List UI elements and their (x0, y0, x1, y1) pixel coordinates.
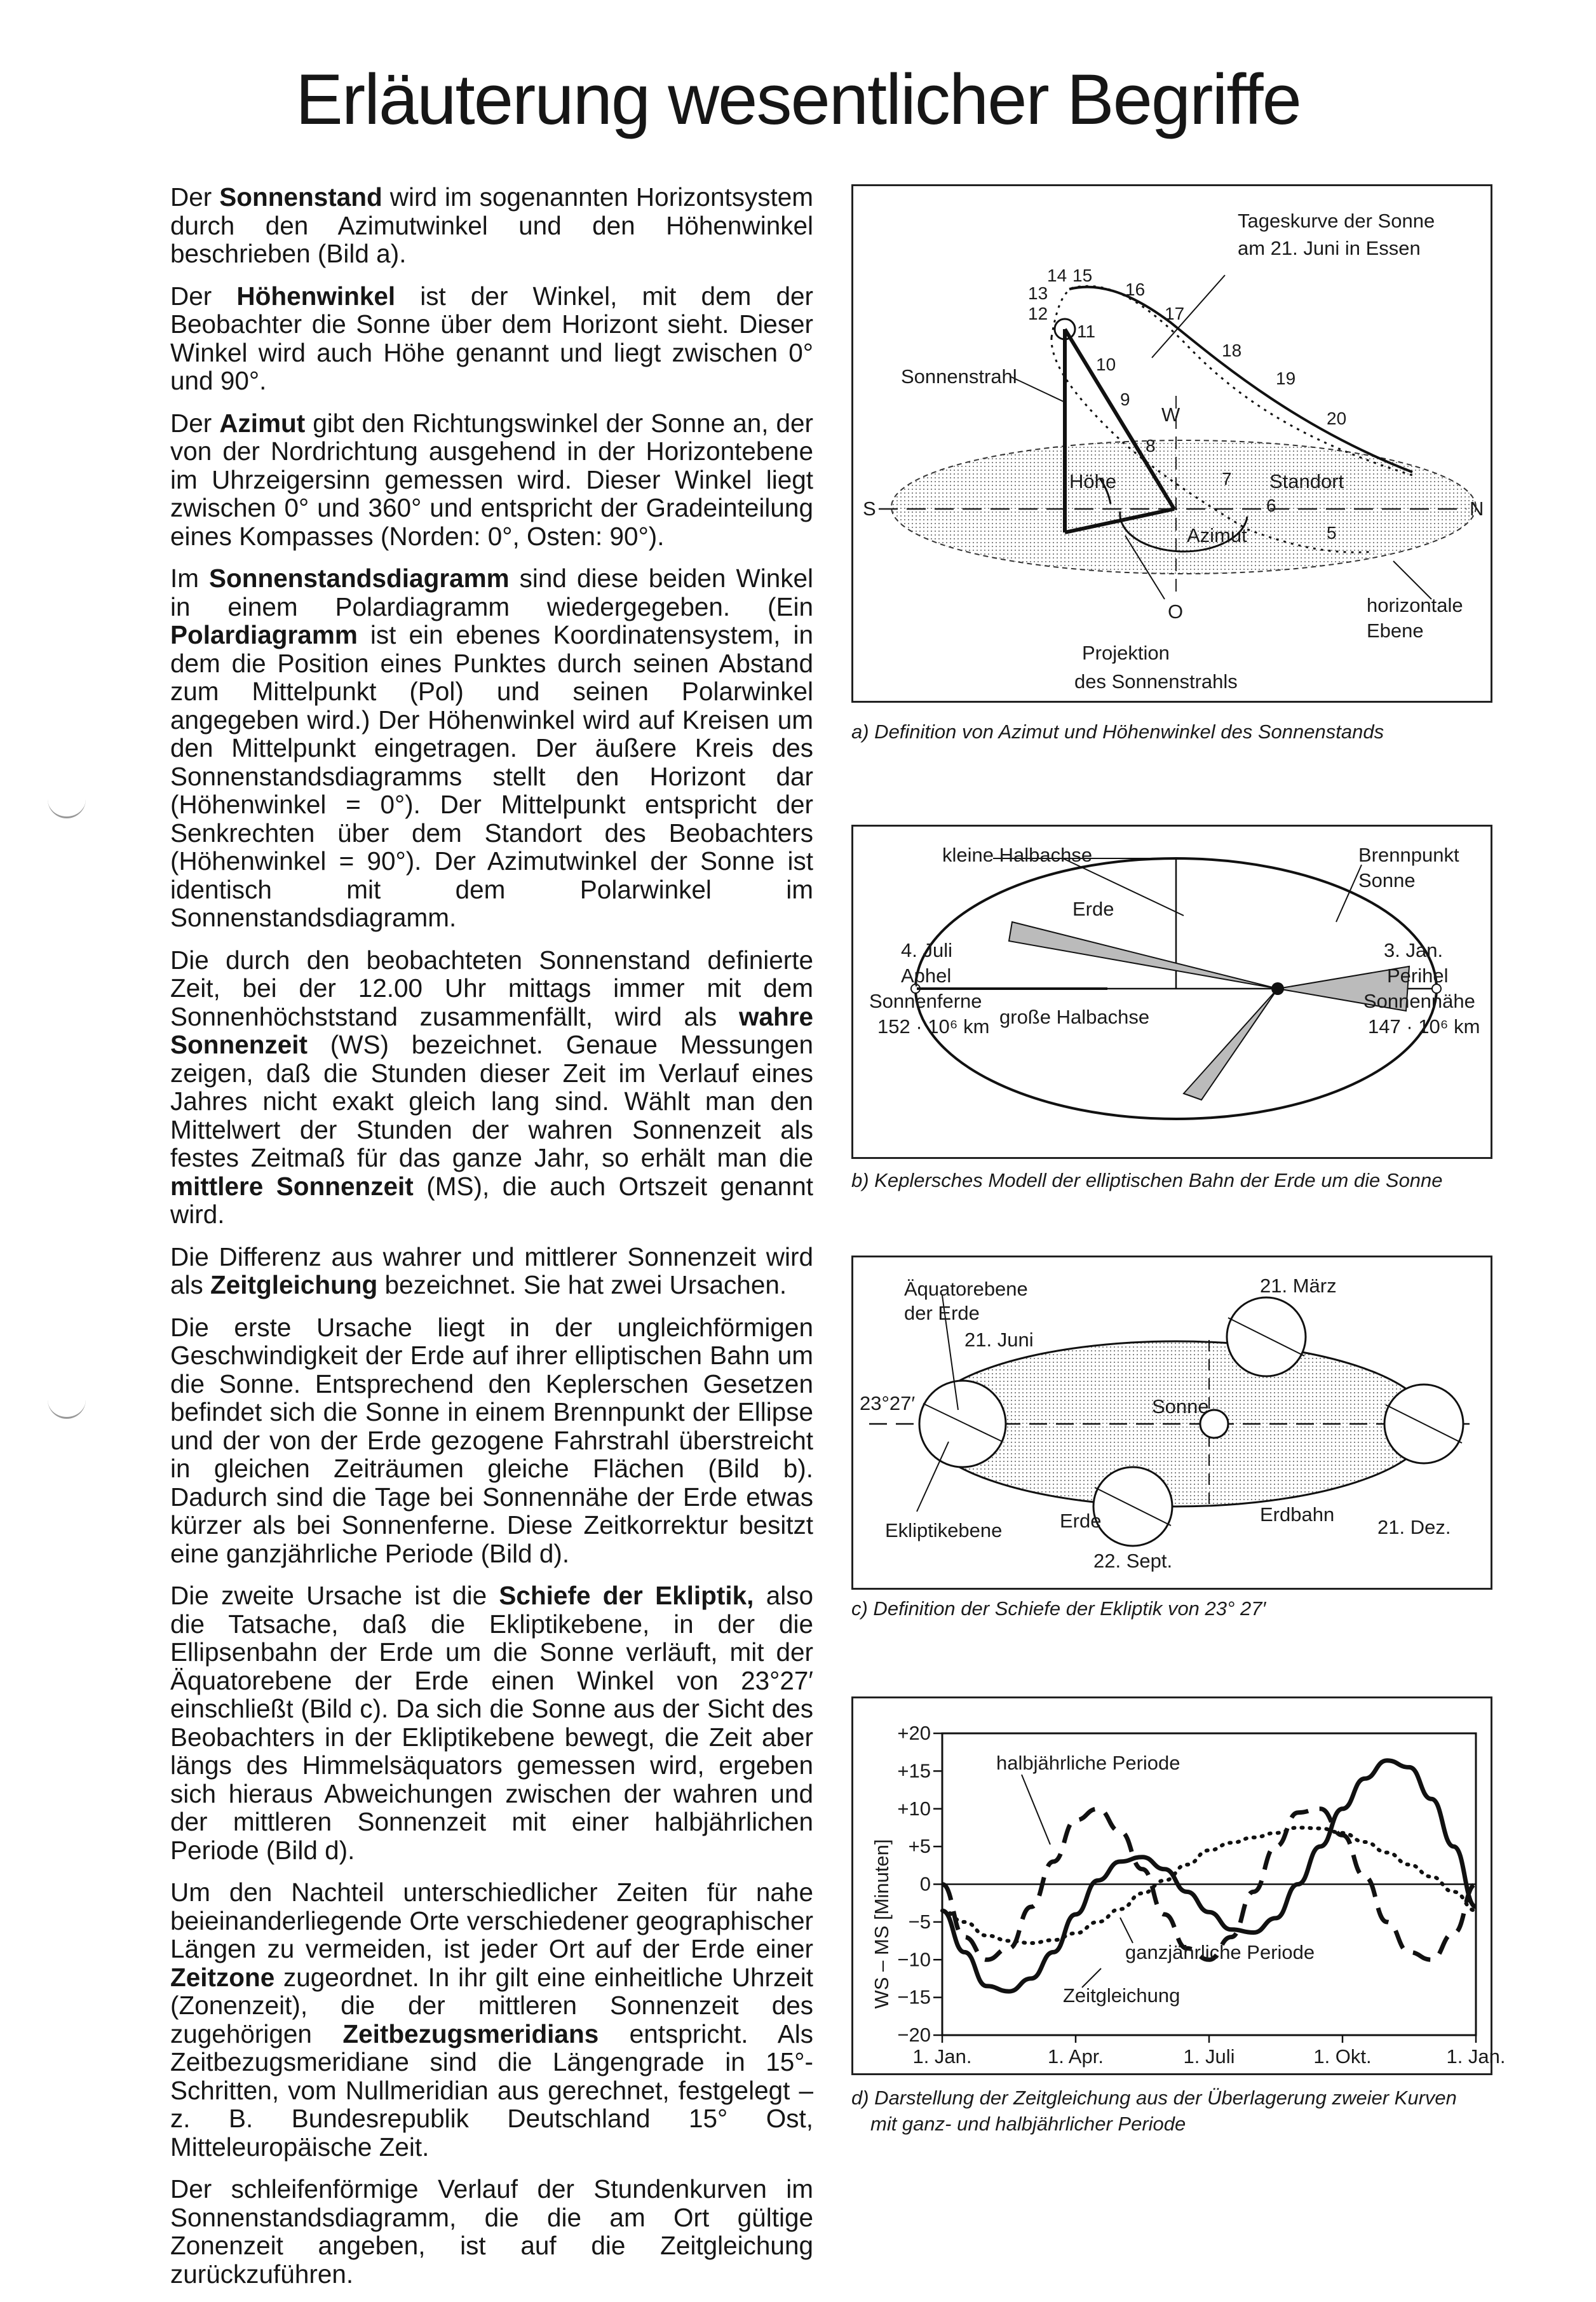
bold-term: wahre Sonnenzeit (170, 1001, 813, 1059)
hour-label: 12 (1028, 304, 1048, 323)
label-equator: Äquatorebene (904, 1278, 1028, 1300)
hour-label: 15 (1072, 266, 1093, 285)
figure-d-caption: d) Darstellung der Zeitgleichung aus der Überlagerung zweier Kurven (851, 2087, 1457, 2109)
hour-label: 18 (1222, 341, 1242, 360)
paragraph (170, 564, 813, 932)
hour-label: 14 (1047, 266, 1067, 285)
hour-label: 13 (1028, 283, 1048, 303)
label-earth: Erde (1060, 1510, 1102, 1532)
label-height: Höhe (1069, 470, 1117, 492)
figure-c-diagram (853, 1257, 1491, 1588)
chart-x-tick-label: 1. Apr. (1048, 2045, 1104, 2068)
hour-label: 20 (1327, 409, 1347, 428)
figure-c-caption: c) Definition der Schiefe der Ekliptik von 23° 27′ (851, 1597, 1266, 1620)
chart-y-tick-label: −15 (897, 1986, 931, 2008)
text-run: wird im sogenannten Horizontsystem durch den Azimutwinkel und den Höhenwinkel beschrieben (Bild a). (170, 182, 813, 268)
label-sonnenferne: Sonnenferne (869, 990, 982, 1012)
label-focus-2: Sonne (1358, 869, 1416, 891)
bold-term: Sonnenstandsdiagramm (209, 564, 510, 593)
dir-west: W (1161, 403, 1180, 426)
label-site: Standort (1269, 470, 1344, 492)
figure-a-diagram (853, 186, 1491, 701)
text-run: Die durch den beobachteten Sonnenstand definierte Zeit, bei der 12.00 Uhr mittags immer mit dem Sonnenhöchststand zusammenfällt, wird als (170, 945, 813, 1031)
hour-label: 11 (1077, 322, 1096, 341)
chart-y-tick-label: −10 (897, 1948, 931, 1971)
figure-a (851, 184, 1492, 703)
paragraph (170, 1581, 813, 1864)
chart-series-dotted (942, 1827, 1476, 1943)
figure-d-chart (853, 1698, 1506, 2073)
text-run: zugeordnet. In ihr gilt eine einheitliche Uhrzeit (Zonenzeit), die der mittleren Sonnenzeit des zugehörigen (170, 1962, 813, 2048)
sun-focus-dot (1271, 982, 1284, 995)
punch-hole-mark (48, 1398, 86, 1419)
figure-c (851, 1256, 1492, 1590)
bold-term: Zeitgleichung (210, 1270, 378, 1299)
label-major-axis: große Halbachse (999, 1006, 1150, 1028)
label-azimuth: Azimut (1187, 524, 1247, 546)
paragraph (170, 1313, 813, 1568)
paragraph (170, 1243, 813, 1299)
paragraph (170, 946, 813, 1229)
paragraph (170, 183, 813, 268)
text-run: bezeichnet. Sie hat zwei Ursachen. (377, 1270, 787, 1299)
bold-term: Schiefe der Ekliptik, (499, 1581, 754, 1610)
swept-area-side (1184, 989, 1278, 1100)
text-run: (MS), die auch Ortszeit genannt wird. (170, 1171, 813, 1229)
hour-label: 5 (1327, 523, 1337, 543)
figure-d-caption-2: mit ganz- und halbjährlicher Periode (870, 2113, 1186, 2135)
label-sun-ray: Sonnenstrahl (901, 365, 1017, 388)
leader-line (1393, 561, 1431, 599)
bold-term: Höhenwinkel (236, 281, 396, 311)
chart-y-tick-label: +5 (908, 1835, 931, 1858)
label-aphel: Aphel (901, 965, 952, 987)
text-run: Im (170, 564, 210, 593)
label-dec: 21. Dez. (1377, 1516, 1451, 1538)
punch-hole-mark (48, 797, 86, 818)
figure-b-diagram (853, 827, 1491, 1157)
hour-label: 10 (1096, 355, 1116, 374)
dir-south: S (863, 498, 876, 520)
bold-term: Sonnenstand (219, 182, 382, 212)
figure-d (851, 1696, 1506, 2075)
hour-label: 7 (1222, 469, 1232, 489)
text-run: Um den Nachteil unterschiedlicher Zeiten für nahe beieinanderliegende Orte verschiedener geographischer Längen zu vermeiden, ist jeder Ort auf der Erde einer (170, 1878, 813, 1963)
label-perihel-date: 3. Jan. (1384, 939, 1444, 961)
paragraph (170, 1878, 813, 2161)
text-run: also die Tatsache, daß die Ekliptikebene, in der die Ellipsenbahn der Erde um die Sonne verläuft, mit der Äquatorebene der Erde einen Winkel von 23°27′ einschließt (Bild c). Da sich die Sonne aus der Sicht des Beobachters in der Ekliptikebene bewegt, die Zeit aber längs des Himmelsäquators gemessen wird, ergeben sich hieraus Abweichungen zwischen der wahren und der mittleren Sonnenzeit mit einer halbjährlichen Periode (Bild d). (170, 1581, 813, 1865)
text-run: entspricht. Als Zeitbezugsmeridiane sind die Längengrade in 15°-Schritten, vom Nullmeridian aus gerechnet, festgelegt – z. B. Bundesrepublik Deutschland 15° Ost, Mitteleuropäische Zeit. (170, 2019, 813, 2162)
label-plane-2: Ebene (1367, 620, 1424, 642)
label-projection-2: des Sonnenstrahls (1074, 670, 1238, 693)
chart-y-tick-label: +10 (897, 1797, 931, 1820)
chart-x-tick-label: 1. Okt. (1313, 2045, 1372, 2068)
paragraph (170, 282, 813, 395)
figure-b-caption: b) Keplersches Modell der elliptischen Bahn der Erde um die Sonne (851, 1169, 1443, 1191)
text-run: Die erste Ursache liegt in der ungleichförmigen Geschwindigkeit der Erde auf ihrer elliptischen Bahn um die Sonne. Entsprechend den Keplerschen Gesetzen befindet sich die Sonne in einem Brennpunkt der Ellipse und der von der Erde gezogene Fahrstrahl überstreicht in gleichen Zeiträumen gleiche Flächen (Bild b). Dadurch sind die Tage bei Sonnennähe der Erde etwas kürzer als bei Sonnenferne. Diese Zeitkorrektur besitzt eine ganzjährliche Periode (Bild d). (170, 1312, 813, 1568)
label-sun: Sonne (1152, 1395, 1209, 1418)
figure-b (851, 825, 1492, 1159)
label-aphel-date: 4. Juli (901, 939, 952, 961)
horizontal-plane (891, 440, 1476, 574)
chart-x-tick-label: 1. Jan. (1446, 2045, 1506, 2068)
chart-y-tick-label: +20 (897, 1722, 931, 1744)
hour-label: 17 (1165, 304, 1185, 323)
label-zeitgleichung: Zeitgleichung (1063, 1984, 1180, 2007)
text-run: sind diese beiden Winkel in einem Polardiagramm wiedergegeben. (Ein (170, 564, 814, 621)
bold-term: Zeitzone (170, 1962, 275, 1992)
label-day-curve: Tageskurve der Sonne (1238, 210, 1435, 232)
label-projection: Projektion (1082, 642, 1170, 664)
hour-label: 6 (1266, 496, 1276, 515)
chart-y-label: WS – MS [Minuten] (870, 1839, 893, 2009)
label-half-period: halbjährliche Periode (996, 1752, 1180, 1774)
body-text (170, 183, 813, 2302)
hour-label: 16 (1125, 280, 1146, 299)
text-run: Die Differenz aus wahrer und mittlerer Sonnenzeit wird als (170, 1242, 813, 1299)
text-run: Die zweite Ursache ist die (170, 1581, 499, 1610)
dir-north: N (1470, 498, 1484, 520)
bold-term: Zeitbezugsmeridians (342, 2019, 599, 2048)
leader-line (1011, 377, 1065, 402)
text-run: Der (170, 408, 220, 438)
text-run: ist der Winkel, mit dem der Beobachter die Sonne über dem Horizont sieht. Dieser Winkel wird auch Höhe genannt und liegt zwischen 0° und 90°. (170, 281, 813, 395)
chart-x-tick-label: 1. Jan. (912, 2045, 972, 2068)
label-perihel: Perihel (1387, 965, 1449, 987)
label-angle: 23°27′ (860, 1392, 916, 1414)
hour-label: 19 (1276, 369, 1296, 388)
bold-term: Polardiagramm (170, 620, 358, 649)
text-run: Der schleifenförmige Verlauf der Stundenkurven im Sonnenstandsdiagramm, die die am Ort gültige Zonenzeit angeben, ist auf die Zeitgleichung zurückzuführen. (170, 2174, 813, 2289)
label-plane: horizontale (1367, 594, 1463, 616)
text-run: (WS) bezeichnet. Genaue Messungen zeigen, daß die Stunden dieser Zeit im Verlauf eines Jahres nicht exakt gleich lang sind. Wählt man den Mittelwert der Stunden der wahren Sonnenzeit als festes Zeitmaß für das ganze Jahr, so erhält man die (170, 1030, 813, 1172)
text-run: Der (170, 182, 220, 212)
label-minor-axis: kleine Halbachse (942, 844, 1093, 866)
label-march: 21. März (1260, 1275, 1337, 1297)
leader-line (1120, 1918, 1133, 1943)
bold-term: mittlere Sonnenzeit (170, 1171, 414, 1201)
paragraph (170, 409, 813, 551)
label-sonnennaehe: Sonnennähe (1363, 990, 1475, 1012)
label-focus: Brennpunkt (1358, 844, 1459, 866)
swept-area-aphel (1009, 922, 1278, 989)
earth-june (919, 1381, 1006, 1467)
label-june: 21. Juni (964, 1329, 1034, 1351)
paragraph (170, 2175, 813, 2288)
chart-y-tick-label: −5 (908, 1910, 931, 1933)
chart-x-tick-label: 1. Juli (1183, 2045, 1235, 2068)
label-sept: 22. Sept. (1093, 1550, 1173, 1572)
label-earth: Erde (1072, 898, 1114, 920)
page-title: Erläuterung wesentlicher Begriffe (295, 60, 1301, 139)
leader-line (1336, 865, 1362, 922)
label-equator-2: der Erde (904, 1302, 980, 1324)
text-run: Der (170, 281, 237, 311)
label-full-period: ganzjährliche Periode (1125, 1941, 1315, 1963)
text-run: ist ein ebenes Koordinatensystem, in dem die Position eines Punktes durch seinen Abstand zum Mittelpunkt (Pol) und seinen Polarwinkel angegeben wird.) Der Höhenwinkel wird auf Kreisen um den Mittelpunkt eingetragen. Der äußere Kreis des Sonnenstandsdiagramms stellt den Horizont dar (Höhenwinkel = 0°). Der Mittelpunkt entspricht der Senkrechten über dem Standort des Beobachters (Höhenwinkel = 90°). Der Azimutwinkel der Sonne ist identisch mit dem Polarwinkel im Sonnenstandsdiagramm. (170, 620, 813, 932)
chart-y-tick-label: 0 (919, 1872, 931, 1895)
label-aphel-distance: 152 · 10⁶ km (877, 1015, 990, 1038)
bold-term: Azimut (219, 408, 306, 438)
text-run: gibt den Richtungswinkel der Sonne an, der von der Nordrichtung ausgehend in der Horizontebene im Uhrzeigersinn gemessen wird. Dieser Winkel liegt zwischen 0° und 360° und entspricht der Gradeinteilung eines Kompasses (Norden: 0°, Osten: 90°). (170, 408, 813, 551)
label-day-curve-2: am 21. Juni in Essen (1238, 237, 1421, 259)
chart-y-tick-label: −20 (897, 2024, 931, 2046)
label-orbit: Erdbahn (1260, 1503, 1335, 1526)
label-ecliptic: Ekliptikebene (885, 1519, 1003, 1541)
hour-label: 8 (1146, 436, 1156, 456)
label-perihel-distance: 147 · 10⁶ km (1368, 1015, 1480, 1038)
figure-a-caption: a) Definition von Azimut und Höhenwinkel des Sonnenstands (851, 721, 1384, 743)
hour-label: 9 (1120, 389, 1130, 409)
leader-line (1022, 1775, 1050, 1845)
dir-east: O (1168, 600, 1184, 623)
chart-y-tick-label: +15 (897, 1759, 931, 1782)
